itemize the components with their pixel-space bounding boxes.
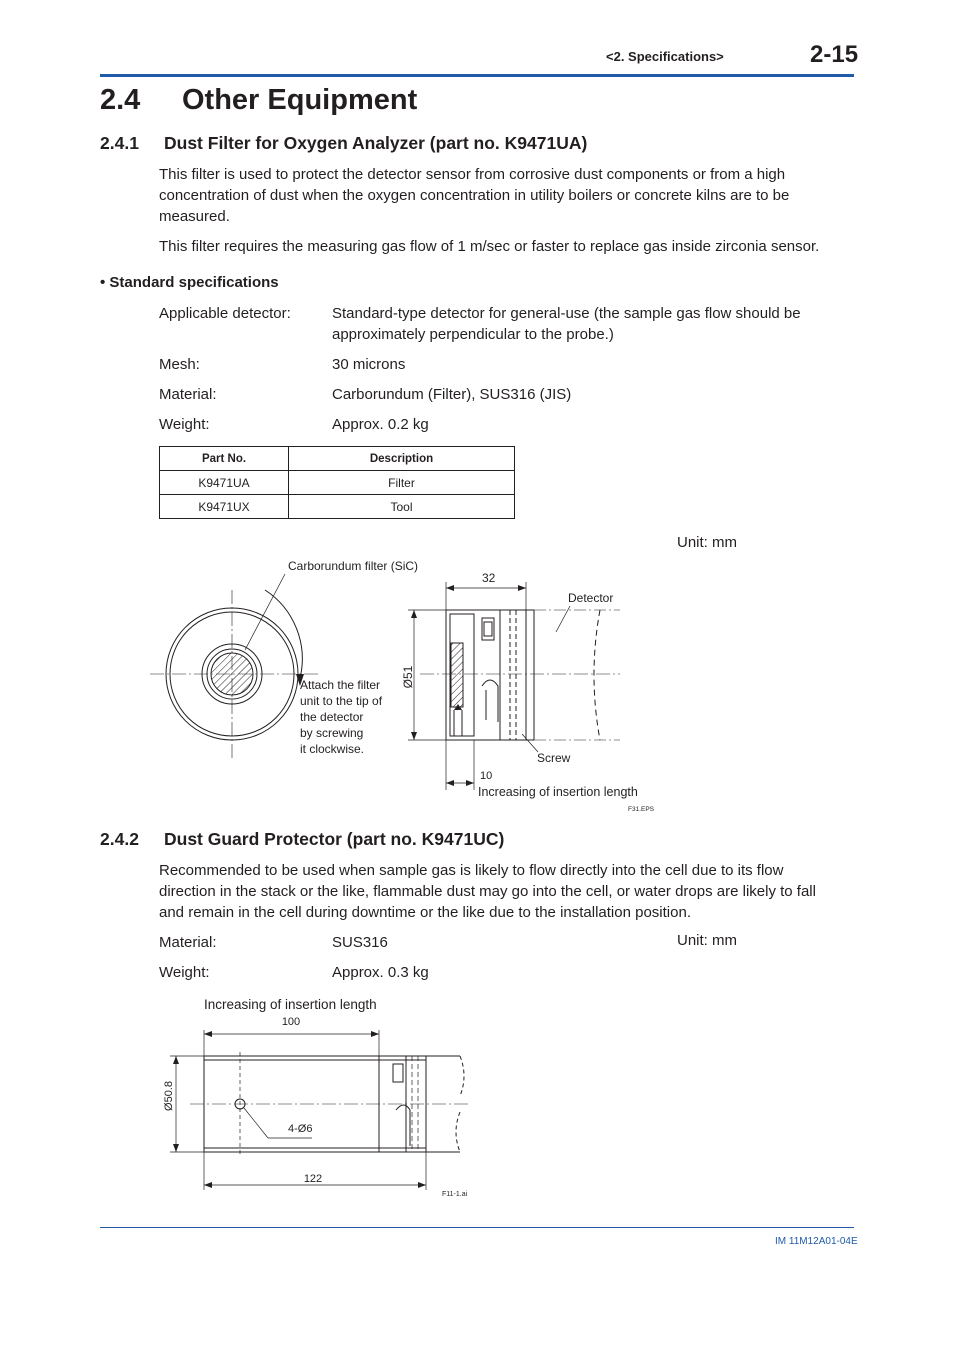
note-line: unit to the tip of (300, 694, 383, 708)
dim-32-label: 32 (482, 571, 496, 585)
figure-id: F11-1.ai (442, 1191, 468, 1198)
attach-note (300, 678, 383, 756)
spec-row (159, 354, 849, 375)
table-header-row (160, 447, 515, 471)
spec-value: Standard-type detector for general-use (the sample gas flow should be approximately perpendicular to the probe.) (332, 305, 801, 343)
section-number: 2.4 (100, 84, 141, 116)
dimension-100 (204, 1030, 379, 1056)
subsection-number: 2.4.1 (100, 133, 139, 153)
spec-row (159, 384, 849, 405)
table-row (160, 495, 515, 519)
note-line: it clockwise. (300, 742, 365, 756)
detector-label: Detector (568, 591, 614, 605)
dia-51-label: Ø51 (401, 665, 415, 689)
holes-label: 4-Ø6 (288, 1123, 313, 1135)
spec-label: Applicable detector: (159, 305, 291, 322)
dimension-10 (446, 740, 474, 790)
dimension-32 (446, 582, 526, 610)
spec-value: SUS316 (332, 934, 388, 951)
spec-row (159, 303, 849, 345)
parts-table (159, 446, 515, 519)
section-title: Other Equipment (182, 84, 418, 116)
dim-10-label: 10 (480, 770, 493, 782)
table-cell: Filter (289, 471, 515, 495)
subsection-heading-2 (100, 829, 504, 850)
spec-heading: • Standard specifications (100, 274, 279, 291)
paragraph: This filter requires the measuring gas flow of 1 m/sec or faster to replace gas inside zirconia sensor. (159, 238, 820, 255)
spec-row (159, 962, 849, 983)
dim-122-label: 122 (303, 1173, 323, 1185)
spec-label: Weight: (159, 964, 210, 981)
spec-label: Mesh: (159, 356, 200, 373)
side-view (420, 610, 620, 740)
table-cell: K9471UA (160, 471, 289, 495)
screw-leader (522, 734, 538, 752)
spec-value: Carborundum (Filter), SUS316 (JIS) (332, 386, 572, 403)
front-view (150, 574, 318, 758)
table-row (160, 471, 515, 495)
spec-label: Material: (159, 386, 217, 403)
table-cell: Tool (289, 495, 515, 519)
note-line: Attach the filter (300, 678, 381, 692)
protector-body (190, 1052, 470, 1156)
insertion-label: Increasing of insertion length (478, 785, 638, 799)
running-header-section: <2. Specifications> (606, 49, 724, 64)
figure-id: F31.EPS (628, 806, 655, 813)
dust-filter-drawing (150, 550, 670, 820)
spec-row (159, 932, 849, 953)
note-line: the detector (300, 710, 364, 724)
dust-guard-drawing (150, 990, 490, 1205)
section-heading (100, 84, 417, 117)
subsection-title: Dust Filter for Oxygen Analyzer (part no. K9471UA) (164, 133, 588, 153)
unit-label: Unit: mm (677, 932, 737, 949)
spec-value: Approx. 0.3 kg (332, 964, 429, 981)
footer-rule (100, 1227, 854, 1228)
paragraph: Recommended to be used when sample gas is likely to flow directly into the cell due to its flow direction in the stack or the like, flammable dust may go into the cell, or water drops are likely to fall and remain in the cell during downtime or the like due to the installation position. (159, 862, 816, 921)
table-cell: K9471UX (160, 495, 289, 519)
dim-100-label: 100 (281, 1016, 301, 1028)
note-line: by screwing (300, 726, 364, 740)
subsection-number: 2.4.2 (100, 829, 139, 849)
spec-row (159, 414, 849, 435)
spec-label: Weight: (159, 416, 210, 433)
dia-508-label: Ø50.8 (163, 1081, 175, 1111)
table-header-cell: Description (289, 447, 515, 471)
screw-label: Screw (537, 751, 571, 765)
filter-callout: Carborundum filter (SiC) (288, 559, 419, 573)
spec-value: 30 microns (332, 356, 406, 373)
paragraph: This filter is used to protect the detector sensor from corrosive dust components or from a high concentration of dust when the oxygen concentration in utility boilers or concrete kilns are to be measured. (159, 166, 790, 225)
header-rule (100, 74, 854, 77)
insertion-label: Increasing of insertion length (204, 997, 377, 1012)
page-number: 2-15 (810, 41, 859, 68)
table-header-cell: Part No. (160, 447, 289, 471)
document-number: IM 11M12A01-04E (775, 1236, 858, 1247)
subsection-title: Dust Guard Protector (part no. K9471UC) (164, 829, 505, 849)
spec-label: Material: (159, 934, 217, 951)
subsection-heading-1 (100, 133, 587, 154)
spec-value: Approx. 0.2 kg (332, 416, 429, 433)
unit-label: Unit: mm (677, 534, 737, 551)
